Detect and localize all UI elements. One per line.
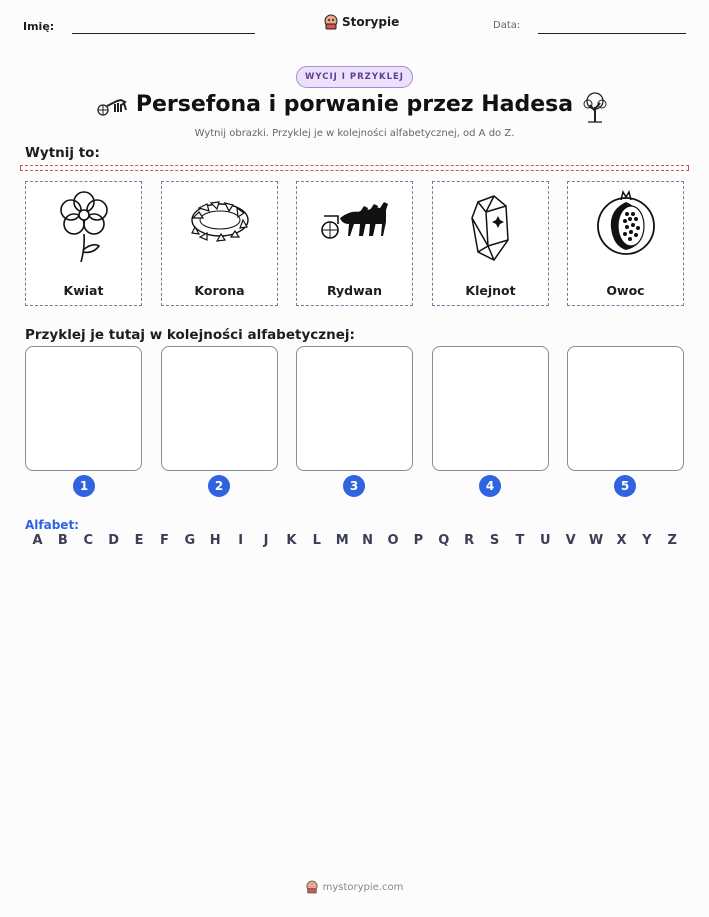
page-title: Persefona i porwanie przez Hadesa: [135, 92, 574, 117]
cut-card[interactable]: [296, 181, 413, 306]
storypie-mascot-icon: [324, 14, 338, 30]
name-line[interactable]: [72, 33, 255, 34]
alphabet-letter: G: [184, 533, 196, 548]
card-label: Kwiat: [63, 283, 104, 298]
paste-slot[interactable]: [567, 346, 684, 471]
tree-decoration-icon: [580, 91, 610, 127]
paste-slot[interactable]: [296, 346, 413, 471]
slot-number-badge: 3: [343, 475, 365, 497]
paste-section-label: Przyklej je tutaj w kolejności alfabetycznej:: [25, 327, 355, 343]
footer: [0, 880, 709, 894]
card-label: Klejnot: [465, 283, 516, 298]
activity-badge: WYCIJ I PRZYKLEJ: [296, 66, 413, 88]
storypie-mascot-icon: [306, 880, 318, 894]
alphabet-letter: Q: [438, 533, 450, 548]
alphabet-letter: L: [312, 533, 321, 548]
cut-card[interactable]: [567, 181, 684, 306]
cut-section-label: Wytnij to:: [25, 145, 100, 161]
alphabet-letter: U: [540, 533, 551, 548]
alphabet-title: Alfabet:: [25, 518, 79, 532]
alphabet-letter: V: [565, 533, 576, 548]
slot-number-badge: 2: [208, 475, 230, 497]
chariot-icon: [320, 188, 390, 268]
alphabet-letter: S: [489, 533, 500, 548]
alphabet-letter: O: [387, 533, 399, 548]
alphabet-letter: B: [57, 533, 68, 548]
alphabet-letter: D: [108, 533, 120, 548]
alphabet-letter: N: [362, 533, 374, 548]
name-label: Imię:: [23, 20, 55, 33]
alphabet-letter: F: [160, 533, 169, 548]
instructions: Wytnij obrazki. Przyklej je w kolejności alfabetycznej, od A do Z.: [194, 128, 515, 139]
alphabet-letter: T: [515, 533, 525, 548]
alphabet-letter: E: [134, 533, 144, 548]
alphabet-letter: C: [83, 533, 94, 548]
alphabet-row: [25, 533, 685, 548]
slot-number-badge: 1: [73, 475, 95, 497]
gem-icon: [456, 188, 526, 268]
paste-slot[interactable]: [25, 346, 142, 471]
alphabet-letter: X: [616, 533, 627, 548]
alphabet-letter: J: [263, 533, 269, 548]
pomegranate-icon: [591, 188, 661, 268]
paste-slot[interactable]: [432, 346, 549, 471]
alphabet-letter: I: [238, 533, 244, 548]
flower-icon: [49, 188, 119, 268]
brand-name: Storypie: [342, 15, 400, 29]
cut-card[interactable]: [25, 181, 142, 306]
paste-slot[interactable]: [161, 346, 278, 471]
alphabet-letter: M: [335, 533, 349, 548]
cut-card[interactable]: [161, 181, 278, 306]
slot-number-badge: 4: [479, 475, 501, 497]
cut-line: [20, 165, 689, 171]
brand-logo: [324, 14, 399, 30]
slot-number-badge: 5: [614, 475, 636, 497]
alphabet-letter: A: [32, 533, 43, 548]
card-label: Owoc: [606, 283, 645, 298]
alphabet-letter: H: [209, 533, 221, 548]
card-label: Korona: [194, 283, 245, 298]
alphabet-letter: W: [588, 533, 604, 548]
wreath-icon: [185, 188, 255, 268]
cut-card[interactable]: [432, 181, 549, 306]
card-label: Rydwan: [326, 283, 383, 298]
date-label: Data:: [493, 20, 521, 31]
date-line[interactable]: [538, 33, 686, 34]
alphabet-letter: Z: [667, 533, 677, 548]
alphabet-letter: Y: [642, 533, 652, 548]
alphabet-letter: R: [464, 533, 475, 548]
alphabet-letter: P: [413, 533, 424, 548]
footer-url[interactable]: mystorypie.com: [322, 881, 404, 893]
alphabet-letter: K: [286, 533, 297, 548]
